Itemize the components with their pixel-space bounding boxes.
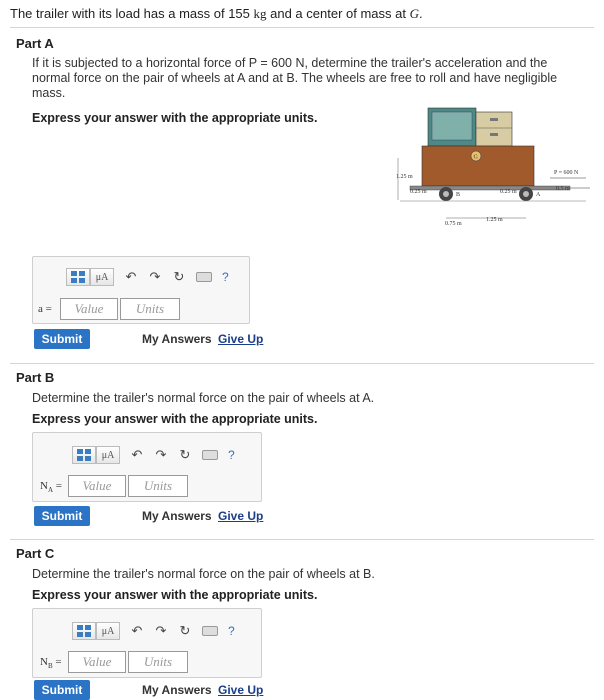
mass-unit: kg <box>253 6 267 21</box>
part-a-submit-button[interactable]: Submit <box>34 329 90 349</box>
part-c-instruction: Express your answer with the appropriate units. <box>32 588 318 602</box>
g-label: G <box>473 154 478 161</box>
help-icon[interactable]: ? <box>228 448 235 462</box>
help-icon[interactable]: ? <box>222 270 229 284</box>
part-c-my-answers-link[interactable]: My Answers <box>142 683 212 697</box>
reset-icon[interactable]: ↻ <box>179 447 191 462</box>
redo-icon[interactable]: ↷ <box>155 447 167 462</box>
trailer-figure <box>390 100 596 240</box>
part-c-give-up-link[interactable]: Give Up <box>218 683 264 697</box>
a-units-input[interactable]: Units <box>120 298 180 320</box>
part-b-question: Determine the trailer's normal force on the pair of wheels at A. <box>32 391 375 405</box>
dim-075-label: 0.75 m <box>445 221 462 227</box>
part-b-toolbar <box>72 446 235 464</box>
divider <box>10 539 594 540</box>
units-mu-button[interactable]: μA <box>90 268 114 286</box>
part-b-give-up-link[interactable]: Give Up <box>218 509 264 523</box>
height-label: 1.25 m <box>396 174 413 180</box>
na-units-input[interactable]: Units <box>128 475 188 497</box>
undo-icon[interactable]: ↶ <box>125 269 137 284</box>
template-icon[interactable] <box>66 268 90 286</box>
var-nb-label: $N_B$ = <box>40 656 62 671</box>
divider <box>10 27 594 28</box>
chassis <box>410 186 570 190</box>
part-b-submit-button[interactable]: Submit <box>34 506 90 526</box>
keyboard-icon[interactable] <box>196 272 212 282</box>
center-of-mass-symbol: G <box>409 6 419 21</box>
right-height-label: 0.5 m <box>556 186 570 192</box>
right-dim-label: 0.25 m <box>500 189 517 195</box>
units-mu-button[interactable]: μA <box>96 622 120 640</box>
problem-statement: The trailer with its load has a mass of 155 kg and a center of mass at G. <box>10 6 423 21</box>
template-icon[interactable] <box>72 446 96 464</box>
part-a-question: If it is subjected to a horizontal force of P = 600 N, determine the trailer's acceleration and the normal force on the pair of wheels at A and at B. The wheels are free to roll and have negligible mass. <box>32 56 558 100</box>
redo-icon[interactable]: ↷ <box>155 623 167 638</box>
part-b-my-answers-link[interactable]: My Answers <box>142 509 212 523</box>
part-b-instruction: Express your answer with the appropriate units. <box>32 412 318 426</box>
na-value-input[interactable]: Value <box>68 475 126 497</box>
part-c-toolbar <box>72 622 235 640</box>
nb-value-input[interactable]: Value <box>68 651 126 673</box>
reset-icon[interactable]: ↻ <box>179 623 191 638</box>
part-c-title: Part C <box>16 546 55 561</box>
var-na-label: $N_A$ = <box>40 480 62 495</box>
force-label: P = 600 N <box>554 170 579 176</box>
left-dim-label: 0.25 m <box>410 189 427 195</box>
cabinet-panel <box>432 112 472 140</box>
keyboard-icon[interactable] <box>202 450 218 460</box>
a-label: A <box>536 192 541 198</box>
template-icon[interactable] <box>72 622 96 640</box>
part-a-title: Part A <box>16 36 54 51</box>
help-icon[interactable]: ? <box>228 624 235 638</box>
part-a-my-answers-link[interactable]: My Answers <box>142 332 212 346</box>
undo-icon[interactable]: ↶ <box>131 447 143 462</box>
a-value-input[interactable]: Value <box>60 298 118 320</box>
part-a-instruction: Express your answer with the appropriate units. <box>32 111 318 125</box>
redo-icon[interactable]: ↷ <box>149 269 161 284</box>
trailer-diagram <box>390 100 596 240</box>
part-c-submit-button[interactable]: Submit <box>34 680 90 700</box>
part-a-toolbar <box>66 268 229 286</box>
divider <box>10 363 594 364</box>
reset-icon[interactable]: ↻ <box>173 269 185 284</box>
dim-125-label: 1.25 m <box>486 217 503 223</box>
b-label: B <box>456 192 461 198</box>
undo-icon[interactable]: ↶ <box>131 623 143 638</box>
part-b-title: Part B <box>16 370 55 385</box>
nb-units-input[interactable]: Units <box>128 651 188 673</box>
var-a-label: a = <box>38 303 52 315</box>
tan-cabinet <box>476 112 512 146</box>
part-a-give-up-link[interactable]: Give Up <box>218 332 264 346</box>
units-mu-button[interactable]: μA <box>96 446 120 464</box>
part-c-question: Determine the trailer's normal force on the pair of wheels at B. <box>32 567 375 581</box>
keyboard-icon[interactable] <box>202 626 218 636</box>
